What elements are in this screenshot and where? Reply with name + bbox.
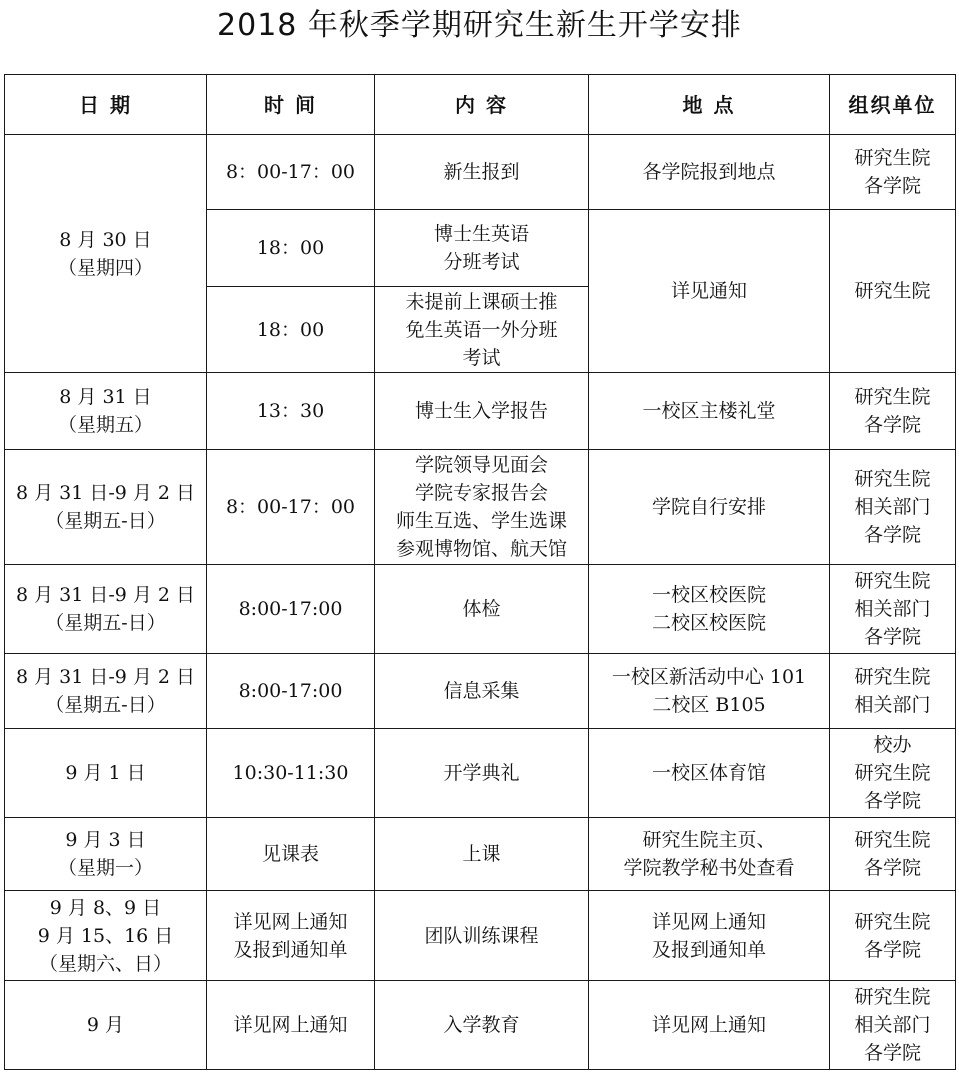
date-cell: 9 月 [5, 981, 207, 1070]
table-row [5, 891, 956, 981]
unit-cell: 研究生院 各学院 [830, 373, 956, 450]
unit-cell: 研究生院 相关部门 [830, 654, 956, 729]
header-time: 时 间 [207, 75, 375, 135]
place-cell: 研究生院主页、 学院教学秘书处查看 [589, 818, 830, 891]
content-cell: 上课 [375, 818, 589, 891]
table-row [5, 981, 956, 1070]
date-cell: 9 月 8、9 日 9 月 15、16 日 （星期六、日） [5, 891, 207, 981]
unit-cell: 研究生院 各学院 [830, 891, 956, 981]
time-cell: 8:00-17:00 [207, 565, 375, 654]
unit-cell: 研究生院 [830, 210, 956, 373]
content-cell: 入学教育 [375, 981, 589, 1070]
time-cell: 8：00-17：00 [207, 135, 375, 210]
table-row [5, 565, 956, 654]
table-row [5, 654, 956, 729]
date-cell: 8 月 30 日 （星期四） [5, 135, 207, 373]
place-cell: 一校区校医院 二校区校医院 [589, 565, 830, 654]
time-cell: 18：00 [207, 210, 375, 287]
content-cell: 开学典礼 [375, 729, 589, 818]
unit-cell: 研究生院 各学院 [830, 135, 956, 210]
table-row [5, 729, 956, 818]
content-cell: 未提前上课硕士推 免生英语一外分班 考试 [375, 287, 589, 373]
time-cell: 18：00 [207, 287, 375, 373]
date-cell: 9 月 1 日 [5, 729, 207, 818]
unit-cell: 校办 研究生院 各学院 [830, 729, 956, 818]
page-title: 2018 年秋季学期研究生新生开学安排 [217, 8, 742, 43]
header-date: 日 期 [5, 75, 207, 135]
content-cell: 学院领导见面会 学院专家报告会 师生互选、学生选课 参观博物馆、航天馆 [375, 450, 589, 565]
place-cell: 详见网上通知 及报到通知单 [589, 891, 830, 981]
date-cell: 8 月 31 日-9 月 2 日 （星期五-日） [5, 654, 207, 729]
place-cell: 详见通知 [589, 210, 830, 373]
place-cell: 详见网上通知 [589, 981, 830, 1070]
place-cell: 一校区新活动中心 101 二校区 B105 [589, 654, 830, 729]
date-cell: 8 月 31 日 （星期五） [5, 373, 207, 450]
unit-cell: 研究生院 相关部门 各学院 [830, 981, 956, 1070]
unit-cell: 研究生院 各学院 [830, 818, 956, 891]
content-cell: 博士生入学报告 [375, 373, 589, 450]
place-cell: 学院自行安排 [589, 450, 830, 565]
date-cell: 8 月 31 日-9 月 2 日 （星期五-日） [5, 450, 207, 565]
content-cell: 团队训练课程 [375, 891, 589, 981]
unit-cell: 研究生院 相关部门 各学院 [830, 565, 956, 654]
time-cell: 8：00-17：00 [207, 450, 375, 565]
unit-cell: 研究生院 相关部门 各学院 [830, 450, 956, 565]
time-cell: 见课表 [207, 818, 375, 891]
content-cell: 新生报到 [375, 135, 589, 210]
table-row [5, 450, 956, 565]
date-cell: 9 月 3 日 （星期一） [5, 818, 207, 891]
time-cell: 10:30-11:30 [207, 729, 375, 818]
table-row [5, 818, 956, 891]
time-cell: 8:00-17:00 [207, 654, 375, 729]
place-cell: 一校区主楼礼堂 [589, 373, 830, 450]
time-cell: 13：30 [207, 373, 375, 450]
content-cell: 体检 [375, 565, 589, 654]
place-cell: 各学院报到地点 [589, 135, 830, 210]
time-cell: 详见网上通知 [207, 981, 375, 1070]
time-cell: 详见网上通知 及报到通知单 [207, 891, 375, 981]
table-header-row [5, 75, 956, 135]
table-row [5, 135, 956, 210]
date-cell: 8 月 31 日-9 月 2 日 （星期五-日） [5, 565, 207, 654]
header-unit: 组织单位 [830, 75, 956, 135]
content-cell: 信息采集 [375, 654, 589, 729]
schedule-table [4, 74, 956, 1070]
table-row [5, 373, 956, 450]
header-place: 地 点 [589, 75, 830, 135]
content-cell: 博士生英语 分班考试 [375, 210, 589, 287]
place-cell: 一校区体育馆 [589, 729, 830, 818]
header-content: 内 容 [375, 75, 589, 135]
